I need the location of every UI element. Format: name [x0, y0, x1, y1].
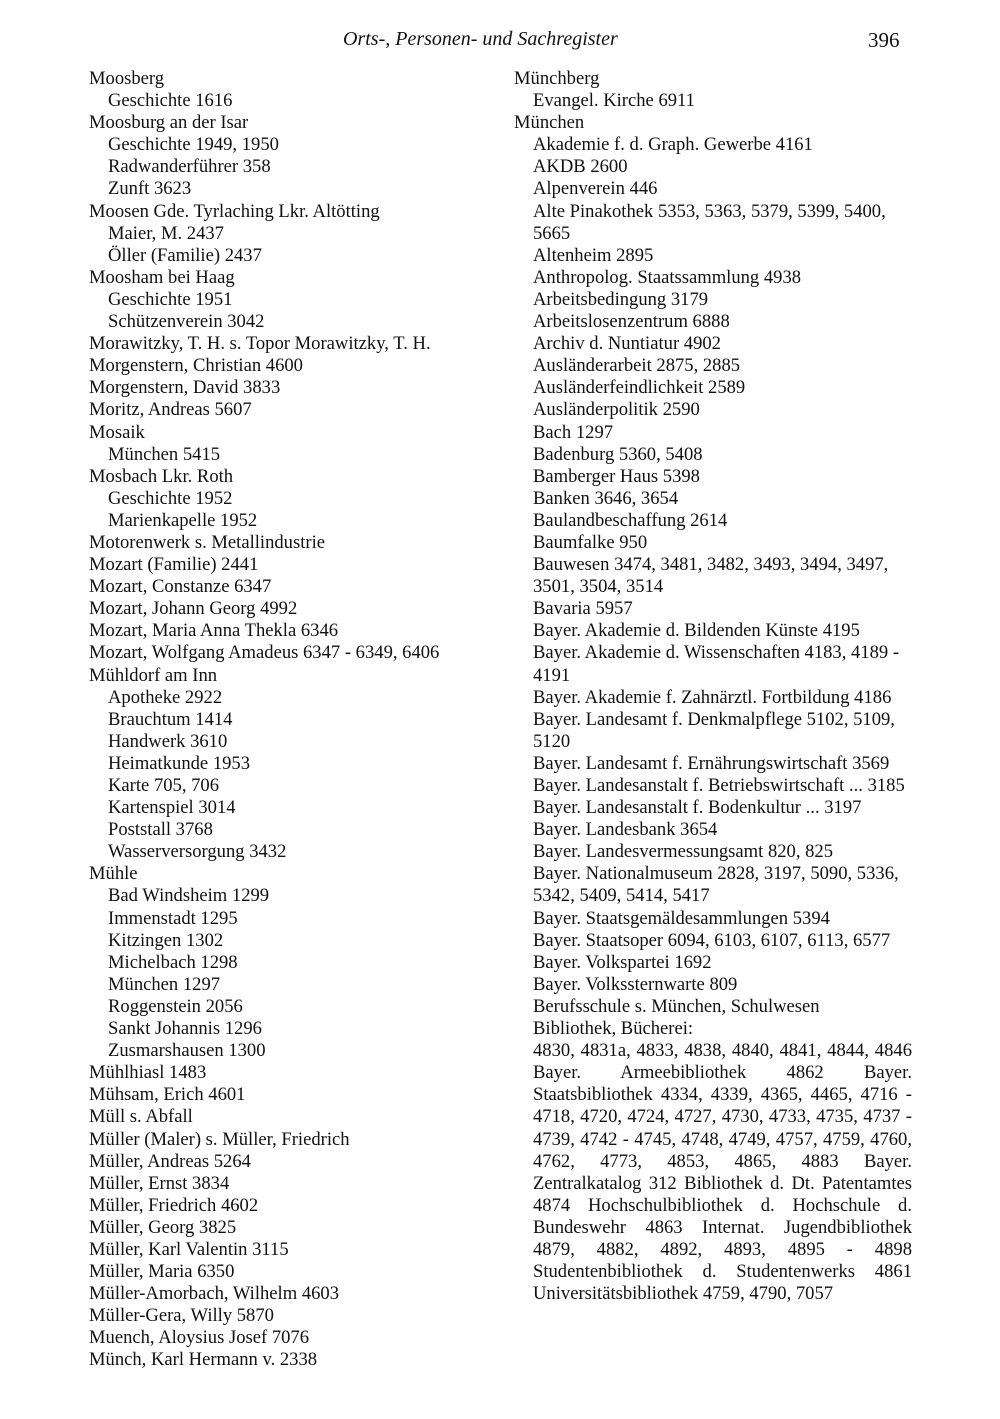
index-subentry: Arbeitslosenzentrum 6888: [533, 311, 730, 333]
index-subentry: Bayer. Landesanstalt f. Betriebswirtschaft ... 3185: [533, 775, 905, 796]
index-subentry: Geschichte 1952: [108, 487, 233, 509]
index-subentry: Bauwesen 3474, 3481, 3482, 3493, 3494, 3497, 3501, 3504, 3514: [533, 554, 889, 598]
index-subentry: Karte 705, 706: [108, 775, 220, 796]
index-subentry: Geschichte 1951: [108, 288, 233, 310]
index-subentry: Immenstadt 1295: [108, 907, 238, 929]
index-subentry: Banken 3646, 3654: [533, 487, 679, 509]
index-subentry: Bayer. Landesamt f. Ernährungswirtschaft 3569: [533, 752, 890, 774]
index-entry: Motorenwerk s. Metallindustrie: [89, 531, 325, 553]
index-subentry: Alte Pinakothek 5353, 5363, 5379, 5399, 5400, 5665: [533, 200, 886, 244]
index-subentry: München 5415: [108, 443, 221, 465]
index-subentry: Roggenstein 2056: [108, 995, 243, 1017]
index-subentry: Baumfalke 950: [533, 531, 648, 553]
index-entry: Müller (Maler) s. Müller, Friedrich: [89, 1128, 350, 1150]
index-subentry: Badenburg 5360, 5408: [533, 443, 703, 465]
index-entry: Mühldorf am Inn: [89, 664, 218, 686]
index-entry: Moosham bei Haag: [89, 266, 235, 288]
index-entry: Müll s. Abfall: [89, 1106, 193, 1128]
index-subentry: Heimatkunde 1953: [108, 752, 251, 774]
index-subentry: Bayer. Volkspartei 1692: [533, 951, 712, 973]
index-entry: Müller, Karl Valentin 3115: [89, 1238, 289, 1260]
index-subentry: Bayer. Akademie f. Zahnärztl. Fortbildung 4186: [533, 686, 892, 708]
index-subentry: Bayer. Landesamt f. Denkmalpflege 5102, 5109, 5120: [533, 708, 895, 752]
index-subentry: Bayer. Staatsgemäldesammlungen 5394: [533, 907, 830, 929]
index-entry: Mozart (Familie) 2441: [89, 554, 259, 576]
index-entry: Moosen Gde. Tyrlaching Lkr. Altötting: [89, 200, 380, 222]
index-entry: Morawitzky, T. H. s. Topor Morawitzky, T. H.: [89, 333, 431, 355]
index-entry: Müller, Maria 6350: [89, 1261, 235, 1283]
index-subentry: Zunft 3623: [108, 178, 192, 200]
index-subentry: München 1297: [108, 973, 221, 995]
index-entry: Mühsam, Erich 4601: [89, 1084, 246, 1106]
index-subentry: Bayer. Akademie d. Wissenschaften 4183, 4189 - 4191: [533, 642, 900, 686]
index-entry: Morgenstern, Christian 4600: [89, 355, 303, 377]
index-column-right: [514, 68, 912, 1305]
index-subentry: Baulandbeschaffung 2614: [533, 509, 728, 531]
index-subentry: Kitzingen 1302: [108, 929, 224, 951]
index-column-left: [89, 68, 494, 1372]
index-subentry: Bamberger Haus 5398: [533, 465, 700, 487]
index-entry: Münchberg: [514, 68, 600, 89]
page-number: 396: [868, 28, 900, 52]
index-entry: Mühlhiasl 1483: [89, 1062, 207, 1084]
index-entry: Morgenstern, David 3833: [89, 377, 281, 399]
index-subentry: Bayer. Nationalmuseum 2828, 3197, 5090, 5336, 5342, 5409, 5414, 5417: [533, 863, 899, 907]
index-subentry: 4830, 4831a, 4833, 4838, 4840, 4841, 4844, 4846 Bayer. Armeebibliothek 4862 Bayer. Staatsbibliothek 4334, 4339, 4365, 4465, 4716 - 4718, 4720, 4724, 4727, 4730, 4733, 4735, 4737 - 4739, 4742 - 4745, 4748, 4749, 4757, 4759, 4760, 4762, 4773, 4853, 4865, 4883 Bayer. Zentralkatalog 312 Bibliothek d. Dt. Patentamtes 4874 Hochschulbibliothek d. Hochschule d. Bundeswehr 4863 Internat. Jugendbibliothek 4879, 4882, 4892, 4893, 4895 - 4898 Studentenbibliothek d. Studentenwerks 4861 Universitätsbibliothek 4759, 4790, 7057: [533, 1040, 912, 1305]
index-subentry: Wasserversorgung 3432: [108, 841, 287, 863]
index-entry: Müller, Friedrich 4602: [89, 1194, 259, 1216]
running-title: Orts-, Personen- und Sachregister: [343, 28, 618, 50]
index-entry: München: [514, 112, 585, 134]
index-entry: Mozart, Johann Georg 4992: [89, 598, 298, 620]
index-entry: Muench, Aloysius Josef 7076: [89, 1327, 310, 1349]
index-subentry: Kartenspiel 3014: [108, 797, 236, 819]
index-subentry: Marienkapelle 1952: [108, 509, 258, 531]
index-entry: Müller-Gera, Willy 5870: [89, 1305, 274, 1327]
index-subentry: Geschichte 1949, 1950: [108, 134, 279, 156]
index-subentry: Radwanderführer 358: [108, 156, 271, 178]
index-subentry: Anthropolog. Staatssammlung 4938: [533, 266, 802, 288]
index-subentry: Apotheke 2922: [108, 686, 223, 708]
index-subentry: Bibliothek, Bücherei:: [533, 1018, 694, 1040]
index-subentry: Michelbach 1298: [108, 951, 238, 973]
index-subentry: Bayer. Landesbank 3654: [533, 819, 718, 841]
index-subentry: Bad Windsheim 1299: [108, 885, 270, 907]
index-entry: Mühle: [89, 863, 138, 885]
index-subentry: Maier, M. 2437: [108, 222, 224, 244]
index-subentry: AKDB 2600: [533, 156, 628, 178]
index-subentry: Brauchtum 1414: [108, 708, 233, 730]
index-subentry: Bayer. Landesvermessungsamt 820, 825: [533, 841, 834, 863]
index-entry: Müller, Ernst 3834: [89, 1172, 230, 1194]
index-subentry: Bavaria 5957: [533, 598, 633, 620]
index-entry: Münch, Karl Hermann v. 2338: [89, 1349, 318, 1371]
index-subentry: Geschichte 1616: [108, 90, 233, 112]
index-subentry: Arbeitsbedingung 3179: [533, 288, 709, 310]
index-subentry: Ausländerfeindlichkeit 2589: [533, 377, 746, 399]
index-entry: Moritz, Andreas 5607: [89, 399, 252, 421]
index-subentry: Öller (Familie) 2437: [108, 244, 262, 266]
index-subentry: Altenheim 2895: [533, 244, 654, 266]
index-entry: Mozart, Maria Anna Thekla 6346: [89, 620, 339, 642]
index-subentry: Archiv d. Nuntiatur 4902: [533, 333, 721, 355]
index-subentry: Zusmarshausen 1300: [108, 1040, 266, 1062]
index-subentry: Akademie f. d. Graph. Gewerbe 4161: [533, 134, 813, 156]
index-subentry: Ausländerpolitik 2590: [533, 399, 700, 421]
index-entry: Mosbach Lkr. Roth: [89, 465, 234, 487]
index-subentry: Bayer. Volkssternwarte 809: [533, 973, 738, 995]
index-subentry: Poststall 3768: [108, 819, 213, 841]
index-subentry: Ausländerarbeit 2875, 2885: [533, 355, 741, 377]
index-subentry: Bayer. Staatsoper 6094, 6103, 6107, 6113, 6577: [533, 929, 891, 951]
index-subentry: Alpenverein 446: [533, 178, 658, 200]
index-subentry: Schützenverein 3042: [108, 311, 265, 333]
index-entry: Mozart, Constanze 6347: [89, 576, 272, 598]
index-entry: Müller, Andreas 5264: [89, 1150, 251, 1172]
index-entry: Mosaik: [89, 421, 145, 443]
page-header: [0, 24, 1000, 54]
index-subentry: Handwerk 3610: [108, 730, 228, 752]
index-entry: Moosburg an der Isar: [89, 112, 249, 134]
index-subentry: Sankt Johannis 1296: [108, 1018, 262, 1040]
index-entry: Mozart, Wolfgang Amadeus 6347 - 6349, 6406: [89, 642, 440, 664]
index-subentry: Bach 1297: [533, 421, 614, 443]
index-subentry: Bayer. Landesanstalt f. Bodenkultur ... 3197: [533, 797, 862, 819]
index-entry: Moosberg: [89, 68, 165, 89]
index-subentry: Evangel. Kirche 6911: [533, 90, 695, 112]
index-entry: Müller-Amorbach, Wilhelm 4603: [89, 1283, 340, 1305]
index-entry: Müller, Georg 3825: [89, 1216, 237, 1238]
index-subentry: Berufsschule s. München, Schulwesen: [533, 995, 820, 1017]
index-subentry: Bayer. Akademie d. Bildenden Künste 4195: [533, 620, 860, 642]
